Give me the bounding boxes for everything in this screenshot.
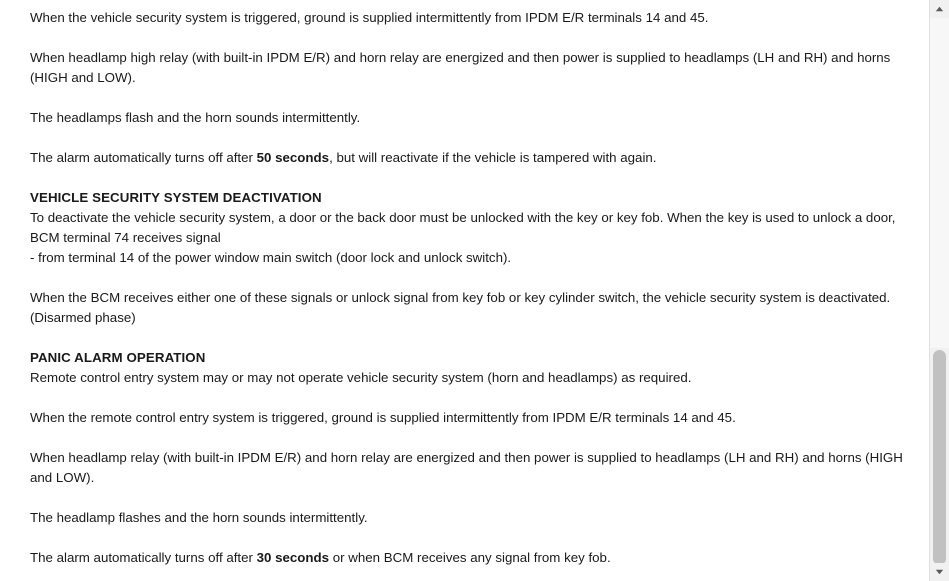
paragraph-remote-triggered-ground: When the remote control entry system is triggered, ground is supplied intermittently from IPDM E/R terminals 14 and 45.	[30, 410, 736, 425]
paragraph-gap	[30, 528, 905, 548]
alarm-30-text-after: or when BCM receives any signal from key fob.	[329, 550, 611, 565]
paragraph-alarm-30-seconds	[30, 548, 905, 568]
paragraph-headlamp-high-relay: When headlamp high relay (with built-in IPDM E/R) and horn relay are energized and then power is supplied to headlamps (LH and RH) and horns (HIGH and LOW).	[30, 50, 891, 85]
heading-panic-alarm-operation: PANIC ALARM OPERATION	[30, 350, 206, 365]
scroll-thumb[interactable]	[933, 350, 946, 565]
paragraph-alarm-50-seconds	[30, 148, 905, 168]
chevron-up-icon	[935, 6, 944, 12]
paragraph-gap	[30, 388, 905, 408]
vertical-scrollbar[interactable]	[929, 0, 949, 581]
scroll-track-upper[interactable]	[930, 18, 949, 348]
paragraph-gap	[30, 28, 905, 48]
paragraph-remote-control-entry: Remote control entry system may or may not operate vehicle security system (horn and headlamps) as required.	[30, 370, 692, 385]
paragraph-gap	[30, 268, 905, 288]
heading-vehicle-security-system-deactivation: VEHICLE SECURITY SYSTEM DEACTIVATION	[30, 190, 322, 205]
paragraph-gap	[30, 488, 905, 508]
alarm-30-duration: 30 seconds	[256, 550, 330, 565]
scroll-up-button[interactable]	[930, 0, 949, 18]
paragraph-gap	[30, 168, 905, 188]
paragraph-bcm-receives-signals: When the BCM receives either one of these signals or unlock signal from key fob or key cylinder switch, the vehicle security system is deactivated. (Disarmed phase)	[30, 290, 891, 325]
paragraph-headlamp-relay-energized: When headlamp relay (with built-in IPDM E/R) and horn relay are energized and then power is supplied to headlamps (LH and RH) and horns (HIGH and LOW).	[30, 450, 903, 485]
paragraph-gap	[30, 328, 905, 348]
alarm-50-text-before: The alarm automatically turns off after	[30, 150, 257, 165]
alarm-30-text-before: The alarm automatically turns off after	[30, 550, 257, 565]
paragraph-terminal-14-bullet: - from terminal 14 of the power window main switch (door lock and unlock switch).	[30, 250, 512, 265]
alarm-50-text-after: , but will reactivate if the vehicle is tampered with again.	[329, 150, 657, 165]
paragraph-deactivate-instructions: To deactivate the vehicle security system, a door or the back door must be unlocked with the key or key fob. When the key is used to unlock a door, BCM terminal 74 receives signal	[30, 210, 896, 245]
paragraph-headlamps-flash: The headlamps flash and the horn sounds intermittently.	[30, 110, 361, 125]
paragraph-security-triggered: When the vehicle security system is triggered, ground is supplied intermittently from IPDM E/R terminals 14 and 45.	[30, 10, 709, 25]
scroll-down-button[interactable]	[930, 563, 949, 581]
top-spacer	[30, 0, 905, 8]
alarm-50-duration: 50 seconds	[256, 150, 330, 165]
paragraph-gap	[30, 128, 905, 148]
paragraph-headlamp-flashes: The headlamp flashes and the horn sounds intermittently.	[30, 510, 368, 525]
paragraph-gap	[30, 428, 905, 448]
chevron-down-icon	[935, 569, 944, 575]
paragraph-gap	[30, 88, 905, 108]
